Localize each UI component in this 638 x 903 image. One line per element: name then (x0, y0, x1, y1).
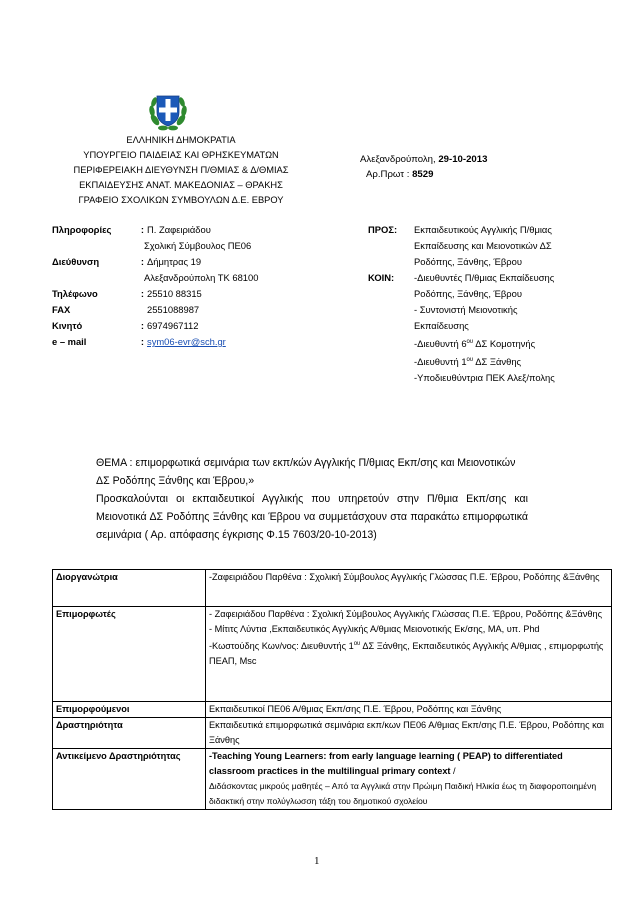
protocol-label: Αρ.Πρωτ : (366, 169, 413, 180)
info-value-2: Σχολική Σύμβουλος ΠΕ06 (144, 240, 252, 251)
protocol (360, 167, 487, 182)
cc-label: ΚΟΙΝ: (368, 272, 395, 283)
colon: : (140, 288, 144, 299)
cc-item (414, 334, 555, 352)
date-value: 29-10-2013 (438, 154, 488, 165)
cc-item: -Διευθυντές Π/θμιας Εκπαίδευσης (414, 272, 555, 283)
cc-text: -Διευθυντή 1 (414, 356, 467, 368)
cc-list (414, 270, 555, 386)
mobile-value: 6974967112 (147, 320, 199, 331)
trainees-value: Εκπαιδευτικοί ΠΕ06 Α/θμιας Εκπ/σης Π.Ε. Έβρου, Ροδόπης και Ξάνθης (206, 702, 612, 718)
table-row (53, 607, 612, 702)
topic-greek: Διδάσκοντας μικρούς μαθητές – Από τα Αγγλικά στην Πρώιμη Παιδική Ηλικία έως τη διαφοροποιημένη διδακτική στην πολύγλωσση τάξη του δημοτικού σχολείου (209, 781, 597, 806)
body-paragraph (96, 490, 528, 544)
subject-text: ΘΕΜΑ : επιμορφωτικά σεμινάρια των εκπ/κών Αγγλικής Π/θμιας Εκπ/σης και Μειονοτικών ΔΣ Ροδόπης Ξάνθης και Έβρου,» (96, 457, 516, 487)
to-item: Εκπαιδευτικούς Αγγλικής Π/θμιας (414, 224, 552, 235)
trainers-value (206, 607, 612, 702)
ministry-header (40, 133, 322, 208)
cc-block (368, 270, 555, 386)
activity-label: Δραστηριότητα (53, 718, 206, 749)
trainer-item: - Ζαφειριάδου Παρθένα : Σχολική Σύμβουλος Αγγλικής Γλώσσας Π.Ε. Έβρου, Ροδόπης &Ξάνθης (209, 609, 603, 619)
fax-value: 2551088987 (147, 304, 200, 315)
ministry-line: ΥΠΟΥΡΓΕΙΟ ΠΑΙΔΕΙΑΣ ΚΑΙ ΘΡΗΣΚΕΥΜΑΤΩΝ (83, 150, 279, 160)
to-item: Ροδόπης, Ξάνθης, Έβρου (414, 256, 522, 267)
contact-row (52, 334, 258, 350)
colon (116, 302, 147, 318)
colon: : (140, 336, 144, 347)
ministry-line: ΠΕΡΙΦΕΡΕΙΑΚΗ ΔΙΕΥΘΥΝΣΗ Π/ΘΜΙΑΣ & Δ/ΘΜΙΑΣ (73, 165, 289, 175)
info-value: Π. Ζαφειριάδου (147, 224, 211, 235)
topic-label: Αντικείμενο Δραστηριότητας (53, 749, 206, 810)
cc-item (414, 352, 555, 370)
ministry-line: ΕΚΠΑΙΔΕΥΣΗΣ ΑΝΑΤ. ΜΑΚΕΔΟΝΙΑΣ – ΘΡΑΚΗΣ (79, 180, 283, 190)
recipients (368, 222, 555, 386)
address-label: Διεύθυνση (52, 256, 100, 267)
table-row (53, 749, 612, 810)
cc-sup: ου (466, 357, 474, 364)
contact-row (52, 286, 258, 302)
cc-item: - Συντονιστή Μειονοτικής (414, 304, 518, 315)
seminar-table (52, 569, 612, 810)
greek-republic-emblem (146, 90, 190, 134)
date-protocol-block (360, 152, 487, 182)
contact-row (52, 318, 258, 334)
to-list (414, 222, 552, 270)
contact-row (52, 254, 258, 270)
phone-value: 25510 88315 (147, 288, 202, 299)
trainers-label: Επιμορφωτές (53, 607, 206, 702)
topic-value (206, 749, 612, 810)
colon: : (140, 224, 144, 235)
page-number: 1 (314, 855, 320, 867)
cc-text: ΔΣ Ξάνθης (473, 356, 522, 368)
info-label: Πληροφορίες (52, 224, 112, 235)
protocol-number: 8529 (412, 169, 434, 180)
ministry-line: ΕΛΛΗΝΙΚΗ ΔΗΜΟΚΡΑΤΙΑ (126, 135, 236, 145)
trainer-item (209, 637, 608, 669)
mobile-label: Κινητό (52, 320, 83, 331)
trainer-sup: ου (353, 641, 361, 647)
email-label: e – mail (52, 336, 87, 347)
activity-value: Εκπαιδευτικά επιμορφωτικά σεμινάρια εκπ/κων ΠΕ06 Α/θμιας Εκπ/σης Π.Ε. Έβρου, Ροδόπης και Ξάνθης (206, 718, 612, 749)
to-item: Εκπαίδευσης και Μειονοτικών ΔΣ (414, 240, 552, 251)
place-date (360, 152, 487, 167)
to-label: ΠΡΟΣ: (368, 224, 398, 235)
topic-slash: / (450, 766, 456, 776)
table-row (53, 702, 612, 718)
invitation-text: Προσκαλούνται οι εκπαιδευτικοί Αγγλικής που υπηρετούν στην Π/θμια Εκπ/σης και Μειονοτικά ΔΣ Ροδόπης Ξάνθης και Έβρου να συμμετάσχουν στα παρακάτω επιμορφωτικά σεμινάρια ( Αρ. απόφασης έγκρισης Φ.15 7603/20-10-2013) (96, 493, 528, 541)
cc-item: -Υποδιευθύντρια ΠΕΚ Αλεξ/πολης (414, 372, 555, 384)
to-block (368, 222, 555, 270)
contact-row (52, 222, 258, 238)
cc-sup: ου (466, 339, 474, 345)
contact-row (52, 302, 258, 318)
subject (96, 454, 528, 490)
address-value: Δήμητρας 19 (147, 256, 202, 267)
colon: : (140, 256, 144, 267)
trainer-text: -Κωστούδης Κων/νος: Διευθυντής 1 (209, 641, 354, 652)
colon: : (140, 320, 144, 331)
organizer-value: -Ζαφειριάδου Παρθένα : Σχολική Σύμβουλος Αγγλικής Γλώσσας Π.Ε. Έβρου, Ροδόπης &Ξάνθης (206, 570, 612, 607)
topic-english: -Teaching Young Learners: from early language learning ( PEAP) to differentiated classroom practices in the multilingual primary context (209, 751, 563, 776)
cc-item: Εκπαίδευσης (414, 320, 469, 331)
cc-text: -Διευθυντή 6 (414, 338, 467, 350)
trainer-item: - Μίτιτς Λύντια ,Εκπαιδευτικός Αγγλικής Α/θμιας Μειονοτικής Εκ/σης, ΜΑ, υπ. Phd (209, 624, 540, 634)
contact-row (52, 238, 258, 254)
email-link[interactable]: sym06-evr@sch.gr (147, 336, 226, 347)
contact-info (52, 222, 258, 350)
cc-text: ΔΣ Κομοτηνής (473, 338, 536, 350)
place-label: Αλεξανδρούπολη, (360, 154, 439, 165)
trainees-label: Επιμορφούμενοι (53, 702, 206, 718)
ministry-line: ΓΡΑΦΕΙΟ ΣΧΟΛΙΚΩΝ ΣΥΜΒΟΥΛΩΝ Δ.Ε. ΕΒΡΟΥ (78, 195, 284, 205)
trainer-text: ΔΣ Ξάνθης, Εκπαιδευτικός Αγγλικής Α/θμιας , επιμορφωτής ΠΕΑΠ, Msc (209, 641, 604, 667)
cc-item: Ροδόπης, Ξάνθης, Έβρου (414, 288, 522, 299)
table-row (53, 570, 612, 607)
fax-label: FAX (52, 304, 71, 315)
address-value-2: Αλεξανδρούπολη ΤΚ 68100 (144, 272, 259, 283)
contact-row (52, 270, 258, 286)
organizer-label: Διοργανώτρια (53, 570, 206, 607)
table-row (53, 718, 612, 749)
phone-label: Τηλέφωνο (52, 288, 98, 299)
